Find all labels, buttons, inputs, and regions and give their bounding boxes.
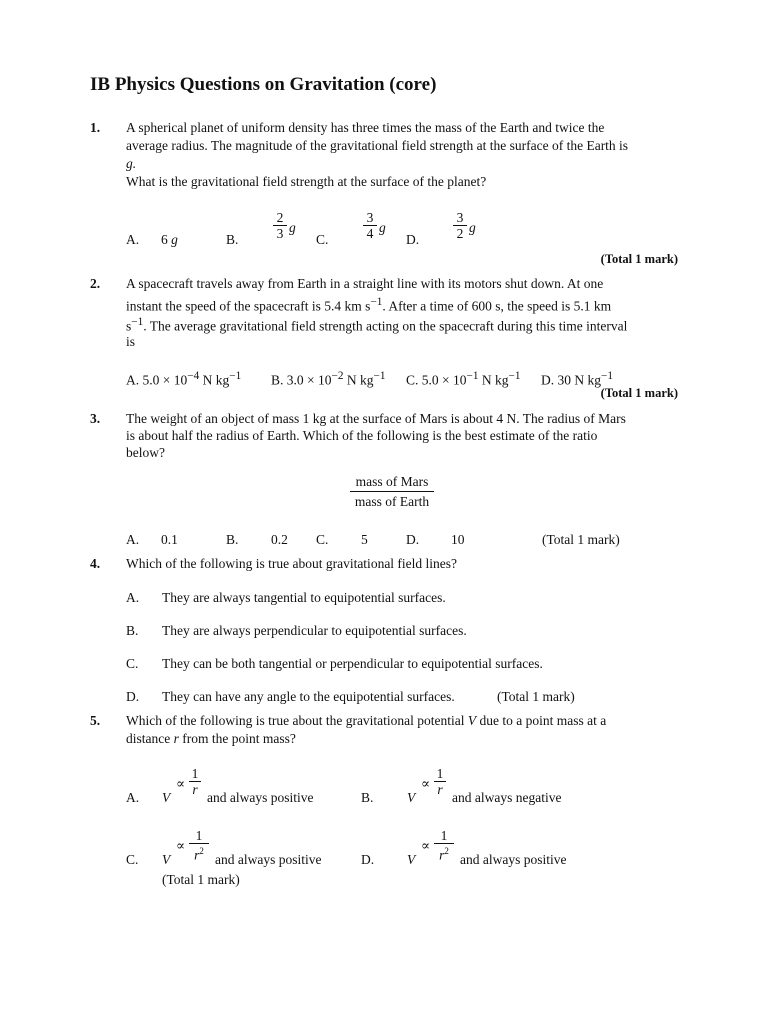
- question-3-option-d-label: D.: [406, 532, 420, 547]
- question-3-option-b-value: 0.2: [271, 532, 288, 547]
- question-3-option-b-label: B.: [226, 532, 239, 547]
- question-4-number: 4.: [90, 556, 101, 571]
- ratio-fraction: [350, 473, 434, 512]
- question-5-option-b-text: and always negative: [452, 790, 562, 805]
- question-2-option-b: [271, 370, 385, 389]
- fraction-denominator: 2: [456, 226, 464, 241]
- one-over-r-squared-fraction: [434, 828, 454, 863]
- option-a-label: A.: [126, 232, 140, 247]
- option-b-fraction: [273, 210, 287, 241]
- question-4-option-b-text: They are always perpendicular to equipotential surfaces.: [162, 623, 467, 638]
- option-d-g: g: [469, 220, 476, 235]
- fraction-numerator: 3: [456, 210, 464, 225]
- question-5-option-c-text: and always positive: [215, 852, 322, 867]
- question-5-option-a-text: and always positive: [207, 790, 314, 805]
- question-3-option-d-value: 10: [451, 532, 465, 547]
- option-text: D. 30 N kg: [541, 372, 601, 388]
- question-5-line-1: [126, 713, 606, 729]
- question-2-line-3: [126, 316, 627, 335]
- option-a-g: g: [171, 232, 178, 247]
- question-2-line-2: [126, 296, 611, 315]
- one-over-r-fraction: [434, 766, 446, 797]
- question-1-line-4: What is the gravitational field strength at the surface of the planet?: [126, 174, 487, 189]
- ratio-numerator: mass of Mars: [355, 474, 429, 489]
- fraction-denominator: r: [192, 782, 198, 797]
- line-text: s: [126, 318, 132, 334]
- option-unit: N kg: [343, 372, 374, 388]
- unit-exponent: −1: [601, 370, 613, 382]
- question-1-total: (Total 1 mark): [600, 252, 678, 266]
- question-2-total: (Total 1 mark): [600, 386, 678, 400]
- fraction-numerator: 3: [366, 210, 374, 225]
- symbol-v: V: [162, 790, 171, 805]
- question-4-option-a-text: They are always tangential to equipotential surfaces.: [162, 590, 446, 605]
- question-3-line-2: is about half the radius of Earth. Which of the following is the best estimate of the ratio: [126, 428, 598, 443]
- option-c-g: g: [379, 220, 386, 235]
- question-4-option-c-text: They can be both tangential or perpendicular to equipotential surfaces.: [162, 656, 543, 671]
- question-4-stem: Which of the following is true about gravitational field lines?: [126, 556, 458, 571]
- question-3-line-3: below?: [126, 445, 165, 460]
- question-4-option-b-label: B.: [126, 623, 139, 638]
- question-4-option-a-label: A.: [126, 590, 140, 605]
- question-5-line-2: [126, 731, 296, 747]
- symbol-r: r: [439, 847, 445, 863]
- question-3-option-c-label: C.: [316, 532, 329, 547]
- question-5-option-d-label: D.: [361, 852, 375, 867]
- question-2-number: 2.: [90, 276, 101, 291]
- option-a-value: [161, 232, 178, 248]
- question-5-number: 5.: [90, 713, 101, 728]
- exponent: −2: [331, 370, 344, 382]
- symbol-r: r: [194, 847, 200, 863]
- fraction-denominator: [434, 844, 454, 863]
- line-text: . After a time of 600 s, the speed is 5.1 km: [382, 298, 612, 314]
- fraction-denominator: 3: [276, 226, 284, 241]
- question-3-option-c-value: 5: [361, 532, 368, 547]
- symbol-r: r: [173, 731, 179, 746]
- unit-exponent: −1: [508, 370, 521, 382]
- option-text: B. 3.0 × 10: [271, 372, 332, 388]
- fraction-denominator: 4: [366, 226, 374, 241]
- option-d-fraction: [453, 210, 467, 241]
- option-b-g: g: [289, 220, 296, 235]
- exponent: −4: [187, 370, 200, 382]
- question-5-option-d-text: and always positive: [460, 852, 567, 867]
- line-text: distance: [126, 731, 174, 746]
- one-over-r-fraction: [189, 766, 201, 797]
- fraction-numerator: 2: [276, 210, 284, 225]
- proportional-symbol: ∝: [421, 776, 431, 791]
- question-3-option-a-value: 0.1: [161, 532, 178, 547]
- question-4-total: (Total 1 mark): [497, 689, 575, 704]
- question-5-option-b-label: B.: [361, 790, 374, 805]
- line-text: from the point mass?: [178, 731, 296, 746]
- exponent-two: 2: [444, 846, 449, 856]
- option-a-number: 6: [161, 232, 168, 247]
- fraction-numerator: 1: [191, 766, 199, 781]
- symbol-v: V: [467, 713, 477, 728]
- line-text: Which of the following is true about the gravitational potential: [126, 713, 468, 728]
- fraction-numerator: 1: [440, 828, 448, 843]
- question-5-option-a-label: A.: [126, 790, 140, 805]
- question-3-option-a-label: A.: [126, 532, 140, 547]
- proportional-symbol: ∝: [176, 838, 186, 853]
- question-2-option-a: [126, 370, 241, 389]
- fraction-numerator: 1: [195, 828, 203, 843]
- option-text: A. 5.0 × 10: [126, 372, 188, 388]
- line-text: instant the speed of the spacecraft is 5.4 km s: [126, 298, 371, 314]
- question-2-line-1: A spacecraft travels away from Earth in a straight line with its motors shut down. At one: [126, 276, 604, 291]
- question-1-line-3: g.: [126, 156, 137, 171]
- superscript: −1: [131, 316, 144, 328]
- question-1-line-1: A spherical planet of uniform density has three times the mass of the Earth and twice the: [126, 120, 605, 135]
- line-text: due to a point mass at a: [476, 713, 607, 728]
- option-unit: N kg: [199, 372, 230, 388]
- proportional-symbol: ∝: [176, 776, 186, 791]
- proportional-symbol: ∝: [421, 838, 431, 853]
- page-title: IB Physics Questions on Gravitation (core): [90, 74, 437, 95]
- unit-exponent: −1: [229, 370, 242, 382]
- fraction-denominator: [189, 844, 209, 863]
- question-3-number: 3.: [90, 411, 101, 426]
- line-text: . The average gravitational field strength acting on the spacecraft during this time interval: [143, 318, 628, 334]
- fraction-denominator: r: [437, 782, 443, 797]
- option-text: C. 5.0 × 10: [406, 372, 467, 388]
- option-unit: N kg: [478, 372, 509, 388]
- exponent-two: 2: [199, 846, 204, 856]
- exponent: −1: [466, 370, 479, 382]
- question-4-option-c-label: C.: [126, 656, 139, 671]
- ratio-denominator: mass of Earth: [354, 494, 430, 509]
- question-1-number: 1.: [90, 120, 101, 135]
- superscript: −1: [370, 296, 383, 308]
- question-5-total: (Total 1 mark): [162, 872, 240, 887]
- option-d-label: D.: [406, 232, 420, 247]
- question-2-option-c: [406, 370, 520, 389]
- unit-exponent: −1: [373, 370, 386, 382]
- one-over-r-squared-fraction: [189, 828, 209, 863]
- symbol-v: V: [162, 852, 171, 867]
- question-4-option-d-text: They can have any angle to the equipotential surfaces.: [162, 689, 455, 704]
- question-5-option-c-label: C.: [126, 852, 139, 867]
- question-3-total: (Total 1 mark): [542, 532, 620, 547]
- question-2-line-4: is: [126, 334, 136, 349]
- question-3-line-1: The weight of an object of mass 1 kg at the surface of Mars is about 4 N. The radius of Mars: [126, 411, 626, 426]
- question-1-line-2: average radius. The magnitude of the gravitational field strength at the surface of the Earth is: [126, 138, 629, 153]
- symbol-v: V: [407, 852, 416, 867]
- option-c-fraction: [363, 210, 377, 241]
- symbol-v: V: [407, 790, 416, 805]
- question-4-option-d-label: D.: [126, 689, 140, 704]
- option-c-label: C.: [316, 232, 329, 247]
- option-b-label: B.: [226, 232, 239, 247]
- fraction-numerator: 1: [436, 766, 444, 781]
